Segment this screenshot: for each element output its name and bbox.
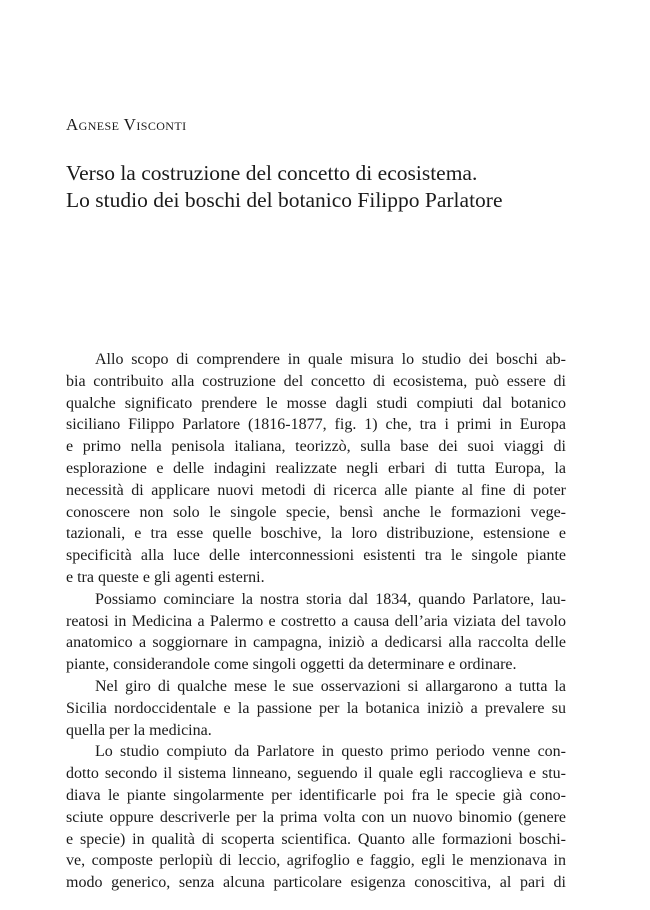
text-line: Lo studio compiuto da Parlatore in questo primo periodo venne con-: [95, 743, 566, 761]
title-line: Lo studio dei boschi del botanico Filippo Parlatore: [66, 188, 503, 212]
text-line: necessità di applicare nuovi metodi di ricerca alle piante al fine di poter: [66, 481, 566, 499]
text-line: ve, composte perlopiù di leccio, agrifoglio e faggio, egli le menzionava in: [66, 852, 566, 870]
text-line: Possiamo cominciare la nostra storia dal 1834, quando Parlatore, lau-: [95, 590, 566, 608]
text-line: bia contribuito alla costruzione del concetto di ecosistema, può essere di: [66, 372, 566, 390]
author-name: Agnese Visconti: [66, 115, 187, 134]
text-line: modo generico, senza alcuna particolare esigenza conoscitiva, al pari di: [66, 874, 566, 892]
text-line: qualche significato prendere le mosse dagli studi compiuti dal botanico: [66, 394, 566, 412]
text-line: dotto secondo il sistema linneano, seguendo il quale egli raccoglieva e stu-: [66, 765, 566, 783]
text-line: anatomico a soggiornare in campagna, iniziò a dedicarsi alla raccolta delle: [66, 634, 566, 652]
text-line: tazionali, e tra esse quelle boschive, la loro distribuzione, estensione e: [66, 525, 566, 543]
paragraph: [66, 741, 566, 894]
text-line: e specie) in qualità di scoperta scientifica. Quanto alle formazioni boschi-: [66, 830, 566, 848]
text-line: e primo nella penisola italiana, teorizzò, sulla base dei suoi viaggi di: [66, 438, 566, 456]
text-line: Nel giro di qualche mese le sue osservazioni si allargarono a tutta la: [95, 677, 566, 695]
text-line: Allo scopo di comprendere in quale misura lo studio dei boschi ab-: [95, 351, 566, 368]
text-line: esplorazione e delle indagini realizzate negli erbari di tutta Europa, la: [66, 459, 566, 477]
body-text: [66, 349, 566, 894]
text-line: sciute oppure descriverle per la prima volta con un nuovo binomio (genere: [66, 808, 566, 826]
article-title: [66, 160, 586, 214]
paragraph: [66, 349, 566, 589]
text-line: diava le piante singolarmente per identificarle poi fra le specie già cono-: [66, 786, 566, 804]
text-line: quella per la medicina.: [66, 721, 212, 739]
text-line: specificità alla luce delle interconnessioni esistenti tra le singole piante: [66, 547, 566, 565]
paragraph: [66, 676, 566, 741]
text-line: Sicilia nordoccidentale e la passione per la botanica iniziò a prevalere su: [66, 699, 566, 717]
title-line: Verso la costruzione del concetto di ecosistema.: [66, 161, 478, 185]
text-line: e tra queste e gli agenti esterni.: [66, 568, 265, 586]
text-line: reatosi in Medicina a Palermo e costretto a causa dell’aria viziata del tavolo: [66, 612, 566, 630]
text-line: piante, considerandole come singoli oggetti da determinare e ordinare.: [66, 656, 517, 674]
text-line: siciliano Filippo Parlatore (1816-1877, fig. 1) che, tra i primi in Europa: [66, 416, 566, 434]
text-line: conoscere non solo le singole specie, bensì anche le formazioni vege-: [66, 503, 566, 521]
paragraph: [66, 589, 566, 676]
